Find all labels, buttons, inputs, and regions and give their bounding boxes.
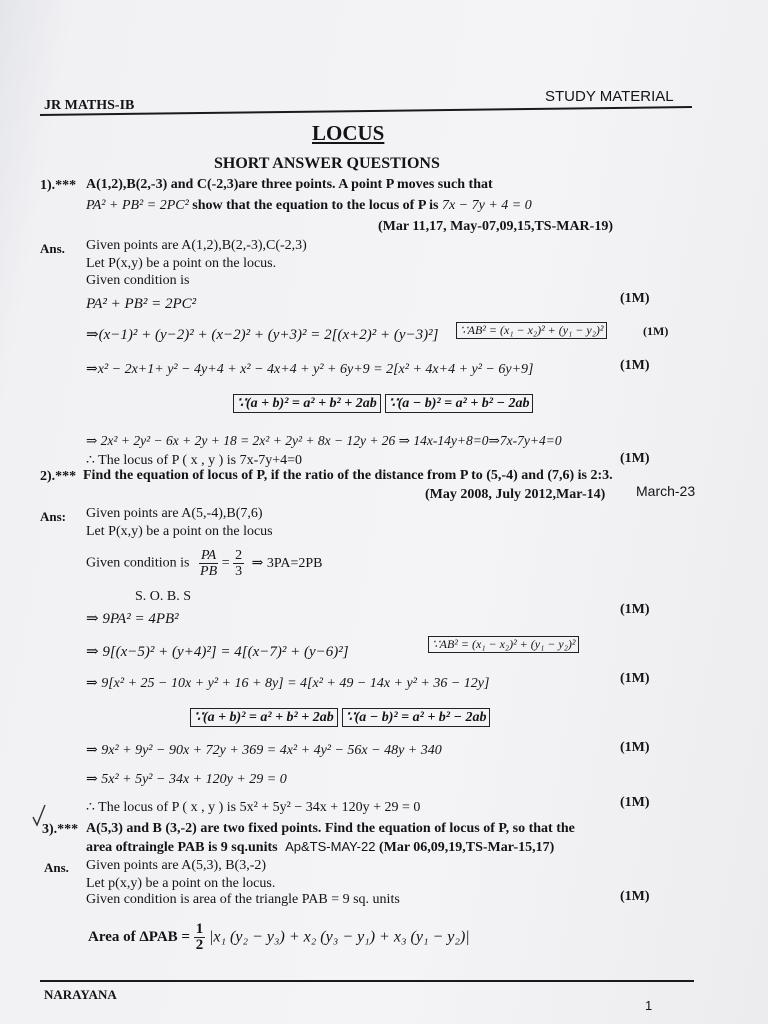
q1-line2-math: PA² + PB² = 2PC²	[86, 198, 189, 213]
q2-mark3: (1M)	[620, 740, 650, 755]
q2-step2: ⇒ 9[(x−5)² + (y+4)²] = 4[(x−7)² + (y−6)²]	[86, 644, 349, 660]
footer-left: NARAYANA	[44, 987, 117, 1002]
q2-identities	[190, 708, 490, 727]
q1-step1-identity	[456, 322, 607, 339]
q3-ans-label: Ans.	[44, 860, 69, 875]
q2-fraction-2-3	[233, 548, 244, 579]
identity-minus-box: ∵(a − b)² = a² + b² − 2ab	[385, 394, 534, 413]
q2-mark4: (1M)	[620, 795, 650, 810]
q3-line2-text: area oftraingle PAB is 9 sq.units	[86, 840, 278, 855]
q1-ans-line2: Let P(x,y) be a point on the locus.	[86, 256, 277, 271]
header-rule	[40, 106, 692, 115]
q1-mark1: (1M)	[620, 291, 650, 306]
q2-mark1: (1M)	[620, 602, 650, 617]
q2-result: ∴ The locus of P ( x , y ) is 5x² + 5y² − 34x + 120y + 29 = 0	[86, 800, 421, 815]
distance-formula-box: ∵AB² = (x₁ − x₂)² + (y₁ − y₂)²	[428, 636, 579, 653]
q2-step3: ⇒ 9[x² + 25 − 10x + y² + 16 + 8y] = 4[x² + 49 − 14x + y² + 36 − 12y]	[86, 676, 490, 691]
q2-ans-label: Ans:	[40, 509, 67, 524]
q1-ref: (Mar 11,17, May-07,09,15,TS-MAR-19)	[378, 219, 613, 234]
q2-step4: ⇒ 9x² + 9y² − 90x + 72y + 369 = 4x² + 4y² − 56x − 48y + 340	[86, 743, 442, 758]
q1-step3: ⇒ 2x² + 2y² − 6x + 2y + 18 = 2x² + 2y² + 8x − 12y + 26 ⇒ 14x-14y+8=0⇒7x-7y+4=0	[86, 433, 562, 448]
q3-mark1: (1M)	[620, 889, 650, 904]
q1-mark2: (1M)	[643, 324, 669, 338]
fraction-numerator: 2	[235, 548, 243, 563]
identity-plus-box: ∵(a + b)² = a² + b² + 2ab	[233, 394, 381, 413]
q1-step2: ⇒x² − 2x+1+ y² − 4y+4 + x² − 4x+4 + y² + 6y+9 = 2[x² + 4x+4 + y² − 6y+9]	[86, 362, 534, 377]
q3-area-half	[194, 922, 206, 953]
q3-ans-line3: Given condition is area of the triangle PAB = 9 sq. units	[86, 892, 400, 907]
q2-line1: Find the equation of locus of P, if the ratio of the distance from P to (5,-4) and (7,6) is 2:3.	[83, 468, 613, 483]
footer-rule	[40, 980, 694, 982]
q3-line2	[86, 839, 554, 856]
q1-step1: ⇒(x−1)² + (y−2)² + (x−2)² + (y+3)² = 2[(x+2)² + (y−3)²]	[86, 327, 439, 343]
q3-line2-ref-b: (Mar 06,09,19,TS-Mar-15,17)	[378, 840, 555, 855]
q2-sobs: S. O. B. S	[135, 589, 192, 604]
q3-number: 3).***	[42, 822, 79, 837]
q2-step2-identity	[428, 636, 579, 653]
q2-step1: ⇒ 9PA² = 4PB²	[86, 611, 179, 627]
fraction-numerator: PA	[200, 548, 217, 563]
distance-formula-box: ∵AB² = (x₁ − x₂)² + (y₁ − y₂)²	[456, 322, 607, 339]
header-left: JR MATHS-IB	[44, 98, 135, 113]
q3-area-expression: |x₁ (y₂ − y₃) + x₂ (y₃ − y₁) + x₃ (y₁ − y₂)|	[208, 928, 470, 946]
q1-line1: A(1,2),B(2,-3) and C(-2,3)are three points. A point P moves such that	[86, 177, 493, 192]
q1-mark3: (1M)	[620, 358, 650, 373]
header-right: STUDY MATERIAL	[545, 88, 674, 105]
q1-ans-line3: Given condition is	[86, 273, 190, 288]
q3-area-label: Area of ΔPAB =	[88, 929, 190, 945]
q1-line2	[86, 198, 532, 214]
q2-ref2: March-23	[636, 483, 696, 499]
q2-condition-label: Given condition is	[86, 555, 190, 571]
q1-identities	[233, 394, 533, 413]
q1-ans-label: Ans.	[40, 241, 65, 256]
q1-line2-text: show that the equation to the locus of P is	[192, 198, 439, 213]
q1-mark4: (1M)	[620, 451, 650, 466]
q3-line1: A(5,3) and B (3,-2) are two fixed points. Find the equation of locus of P, so that the	[86, 821, 575, 836]
q2-fraction-pa-pb	[199, 548, 218, 579]
q2-condition-tail: ⇒ 3PA=2PB	[251, 556, 323, 571]
q2-step5: ⇒ 5x² + 5y² − 34x + 120y + 29 = 0	[86, 772, 287, 787]
q2-ans-line2: Let P(x,y) be a point on the locus	[86, 524, 273, 539]
q1-line2-eq: 7x − 7y + 4 = 0	[441, 198, 532, 213]
q3-line2-ref-a: Ap&TS-MAY-22	[285, 839, 376, 854]
q2-number: 2).***	[40, 469, 77, 484]
fraction-numerator: 1	[195, 921, 204, 937]
q2-ans-line1: Given points are A(5,-4),B(7,6)	[86, 506, 263, 521]
section-subtitle: SHORT ANSWER QUESTIONS	[214, 155, 440, 172]
q2-mark2: (1M)	[620, 671, 650, 686]
fraction-denominator: 2	[195, 937, 204, 953]
q2-condition: Given condition is $\frac{PA}{PB}$ = $\frac{2}{3}$ ⇒ 3PA=2PB	[86, 548, 323, 579]
q3-area-formula	[88, 922, 470, 953]
q1-result: ∴ The locus of P ( x , y ) is 7x-7y+4=0	[86, 453, 303, 468]
q2-ref: (May 2008, July 2012,Mar-14)	[425, 487, 606, 502]
q1-number: 1).***	[40, 178, 77, 193]
q3-ans-line1: Given points are A(5,3), B(3,-2)	[86, 858, 267, 873]
page-title: LOCUS	[312, 121, 385, 145]
identity-plus-box: ∵(a + b)² = a² + b² + 2ab	[190, 708, 338, 727]
page-number: 1	[645, 998, 653, 1013]
q1-ans-line1: Given points are A(1,2),B(2,-3),C(-2,3)	[86, 238, 307, 253]
fraction-denominator: 3	[235, 564, 243, 579]
fraction-denominator: PB	[200, 564, 218, 579]
q1-condition: PA² + PB² = 2PC²	[86, 296, 197, 312]
q3-ans-line2: Let p(x,y) be a point on the locus.	[86, 876, 276, 891]
identity-minus-box: ∵(a − b)² = a² + b² − 2ab	[342, 708, 491, 727]
